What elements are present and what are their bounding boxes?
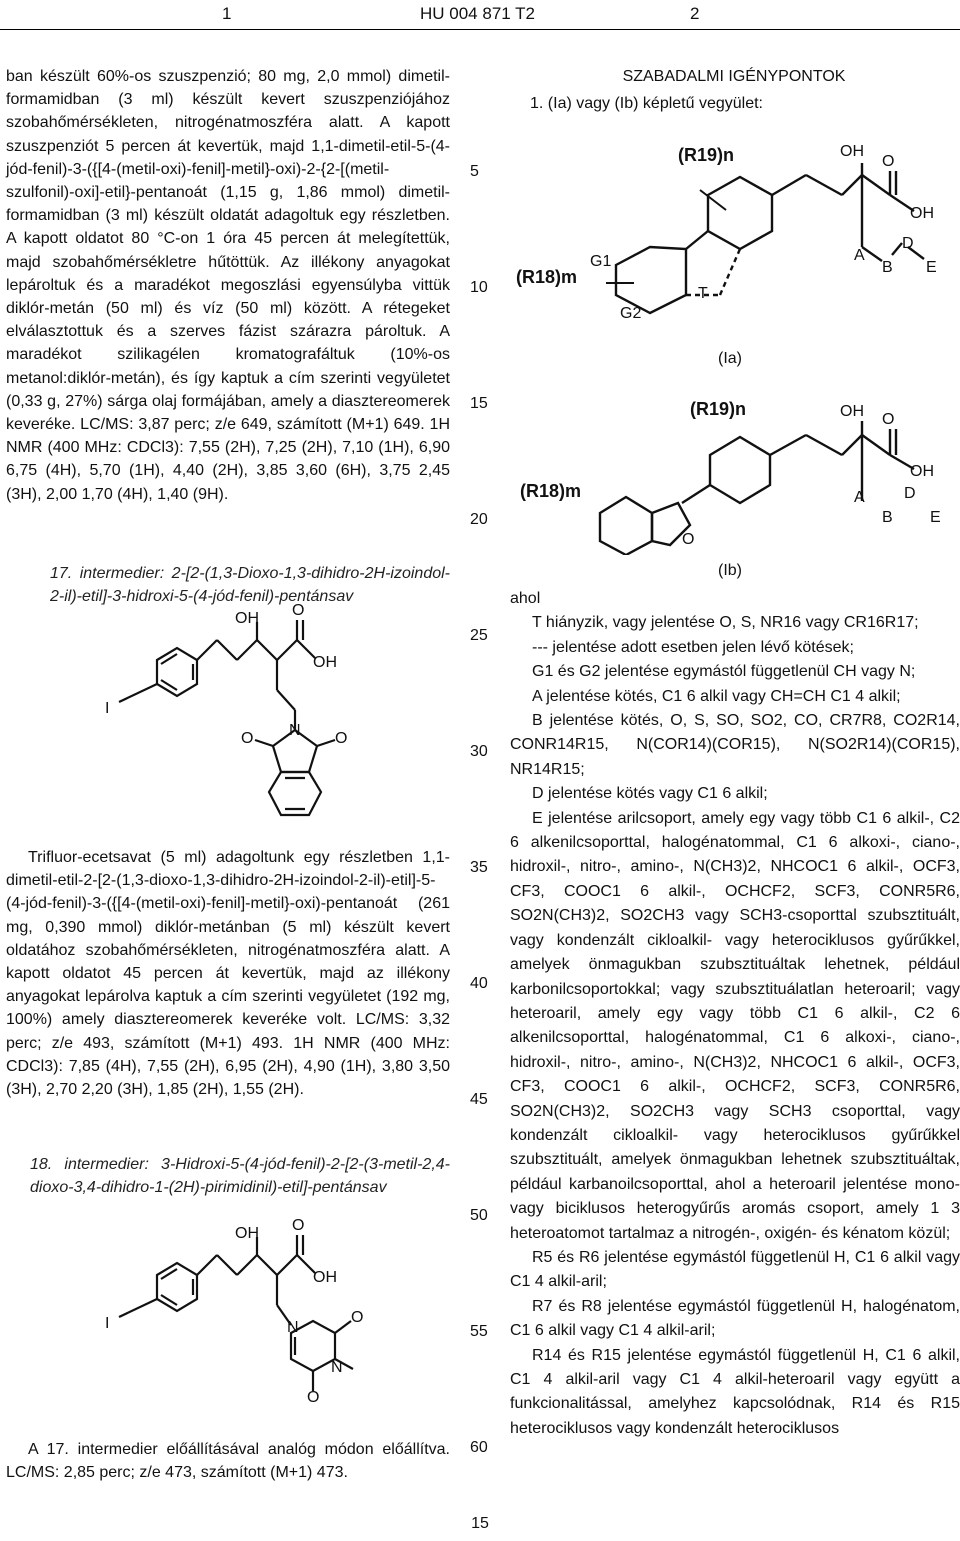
o-label: O bbox=[335, 730, 348, 747]
oh-label: OH bbox=[235, 1225, 259, 1242]
b-label: B bbox=[882, 509, 893, 526]
heading-intermediate-17: 17. intermedier: 2-[2-(1,3-Dioxo-1,3-dihidro-2H-izoindol-2-il)-etil]-3-hidroxi-5-(4-jód-fenil)-pentánsav bbox=[50, 565, 450, 606]
definition-g: G1 és G2 jelentése egymástól függetlenül CH vagy N; bbox=[532, 663, 916, 681]
left-column bbox=[6, 65, 450, 506]
definition-a: A jelentése kötés, C1 6 alkil vagy CH=CH C1 4 alkil; bbox=[532, 687, 901, 705]
line-number: 5 bbox=[470, 163, 479, 180]
claim-1-intro: 1. (Ia) vagy (Ib) képletű vegyület: bbox=[530, 95, 763, 113]
definition-r5-r6: R5 és R6 jelentése egymástól függetlenül H, C1 6 alkil vagy C1 4 alkil-aril; bbox=[510, 1248, 960, 1291]
right-column-top bbox=[508, 65, 960, 115]
paragraph-2: Trifluor-ecetsavat (5 ml) adagoltunk egy részletben 1,1-dimetil-etil-2-[2-(1,3-dioxo-1,3-dihidro-2H-izoindol-2-il)-etil]-5-(4-jód-fenil)-3-({[4-(metil-oxi)-fenil]-metil}-oxi)-pentanoát (261 mg, 0,390 mmol) diklór-metánban (5 ml) készült kevert oldatához szobahőmérsékleten, nitrogénatmoszféra alatt. A kapott oldatot 45 percen át kevertük, majd az illékony anyagokat lepárolva kaptuk a cím szerinti vegyületet (192 mg, 100%) amely diasztereomerek keveréke volt. LC/MS: 3,32 perc; z/e 493, számított (M+1) 493. 1H NMR (400 MHz: CDCl3): 7,85 (4H), 7,55 (2H), 6,95 (2H), 4,90 (1H), 3,80 3,50 (3H), 2,70 2,20 (3H), 1,85 (2H), 1,55 (2H). bbox=[6, 849, 450, 1099]
r18m-label: (R18)m bbox=[516, 267, 578, 287]
oh-label: OH bbox=[313, 1269, 337, 1286]
line-number: 30 bbox=[470, 743, 488, 760]
line-number: 40 bbox=[470, 975, 488, 992]
definition-dashed-bonds: --- jelentése adott esetben jelen lévő kötések; bbox=[532, 638, 854, 656]
heading-17-block bbox=[50, 562, 450, 608]
line-number: 45 bbox=[470, 1091, 488, 1108]
d-label: D bbox=[904, 485, 916, 502]
line-number: 35 bbox=[470, 859, 488, 876]
definition-b: B jelentése kötés, O, S, SO, SO2, CO, CR7R8, CO2R14, CONR14R15, N(COR14)(COR15), N(SO2R14)(COR15), NR14R15; bbox=[510, 712, 960, 778]
a-label: A bbox=[854, 489, 865, 506]
o-label: O bbox=[292, 1217, 305, 1234]
definition-e: E jelentése arilcsoport, amely egy vagy több C1 6 alkil-, C2 6 alkenilcsoporttal, halogénatommal, C1 6 alkoxi-, ciano-, hidroxil-, nitro-, amino-, N(CH3)2, NHCOC1 6 alkil-, OCF3, CF3, COOC1 6 alkil-, OCHCF2, SCF3, CONR5R6, SO2N(CH3)2, SO2CH3 vagy SCH3-csoporttal szubsztituált, vagy kondenzált cikloalkil- vagy heterociklusos gyűrűkkel, amelyek önmagukban szubsztituáltak lehetnek, például karbonilcsoportokkal; vagy szubsztituálatlan heteroaril; vagy heteroaril, amely egy vagy több C1 6 alkil-, C2 6 alkenilcsoporttal, halogénatommal, C1 6 alkoxi-, ciano-, hidroxil-, nitro-, amino-, N(CH3)2, NHCOC1 6 alkil-, OCF3, CF3, COOC1 6 alkil-, OCHCF2, SCF3, CONR5R6, SO2N(CH3)2, SO2CH3 vagy SCH3 csoporttal, vagy kondenzált cikloalkil- vagy heterociklusos gyűrűkkel szubsztituált, amelyek önmagukban lehetnek szubsztituáltak, például karbanoilcsoporttal, ahol a heteroaril jelentése mono- vagy biciklusos heterogyűrűs aromás csoport, amely 1 3 heteroatomot tartalmaz a nitrogén-, oxigén- és kénatom közül; bbox=[510, 809, 960, 1242]
heading-18-block bbox=[30, 1153, 450, 1199]
b-label: B bbox=[882, 259, 893, 276]
g2-label: G2 bbox=[620, 305, 642, 322]
right-column-definitions bbox=[510, 587, 960, 1441]
definition-r7-r8: R7 és R8 jelentése egymástól függetlenül H, halogénatom, C1 6 alkil vagy C1 4 alkil-aril; bbox=[510, 1297, 960, 1340]
r19n-label: (R19)n bbox=[690, 399, 747, 419]
label-ib: (Ib) bbox=[718, 562, 742, 579]
oh-label: OH bbox=[235, 610, 259, 627]
r18m-label: (R18)m bbox=[520, 481, 582, 501]
formula-ia bbox=[510, 135, 960, 335]
o-label: O bbox=[882, 411, 895, 428]
line-number: 50 bbox=[470, 1207, 488, 1224]
n-label: N bbox=[289, 722, 301, 739]
header-rule bbox=[0, 29, 960, 30]
line-number: 55 bbox=[470, 1323, 488, 1340]
a-label: A bbox=[854, 247, 865, 264]
o-label: O bbox=[292, 602, 305, 619]
o-label: O bbox=[241, 730, 254, 747]
claims-title: SZABADALMI IGÉNYPONTOK bbox=[622, 68, 846, 85]
page-footer-number: 15 bbox=[471, 1515, 489, 1532]
right-page-number: 2 bbox=[690, 4, 700, 23]
d-label: D bbox=[902, 235, 914, 252]
formula-ib bbox=[510, 385, 960, 555]
line-number: 15 bbox=[470, 395, 488, 412]
line-number: 60 bbox=[470, 1439, 488, 1456]
n-label: N bbox=[287, 1319, 299, 1336]
o-label: O bbox=[882, 153, 895, 170]
oh-label: OH bbox=[313, 654, 337, 671]
n-label: N bbox=[331, 1359, 343, 1376]
ahol-text: ahol bbox=[510, 590, 541, 607]
g1-label: G1 bbox=[590, 253, 612, 270]
definition-t: T hiányzik, vagy jelentése O, S, NR16 vagy CR16R17; bbox=[532, 614, 919, 632]
line-number: 25 bbox=[470, 627, 488, 644]
iodine-label: I bbox=[105, 700, 110, 717]
oh-label: OH bbox=[840, 403, 864, 420]
page-header bbox=[0, 0, 960, 30]
structure-intermediate-18 bbox=[95, 1217, 375, 1425]
definition-d: D jelentése kötés vagy C1 6 alkil; bbox=[532, 785, 768, 803]
left-column-3 bbox=[6, 1438, 450, 1484]
oh-label: OH bbox=[910, 463, 934, 480]
line-number: 20 bbox=[470, 511, 488, 528]
e-label: E bbox=[926, 259, 937, 276]
heading-intermediate-18: 18. intermedier: 3-Hidroxi-5-(4-jód-fenil)-2-[2-(3-metil-2,4-dioxo-3,4-dihidro-1-(2H)-pirimidinil)-etil]-pentánsav bbox=[30, 1156, 450, 1197]
o-label: O bbox=[307, 1389, 320, 1406]
paragraph-1: ban készült 60%-os szuszpenzió; 80 mg, 2,0 mmol) dimetil-formamidban (3 ml) készült kevert szuszpenziójához szobahőmérsékleten, nitrogénatmoszféra alatt. A kapott szuszpenziót 5 percen át kevertük, majd 1,1-dimetil-etil-5-(4-jód-fenil)-3-({[4-(metil-oxi)-fenil]-metil}-oxi)-2-{2-[(metil-szulfonil)-oxi]-etil}-pentanoát (1,15 g, 1,86 mmol) dimetil-formamidban (3 ml) készült oldatát adagoltuk egy részletben. A kapott oldatot 80 °C-on 1 óra 45 percen át melegítettük, majd szobahőmérsékletre hűtöttük. Az illékony anyagokat lepároltuk és a maradékot megoszlási egyensúlyba vittük diklór-metán (50 ml) és víz (50 ml) között. A rétegeket elválasztottuk és a szerves fázist szárazra pároltuk. A maradékot szilikagélen kromatografáltuk (10%-os metanol:diklór-metán), és így kaptuk a cím szerinti vegyületet (0,33 g, 27%) sárga olaj formájában, amely a diasztereomerek keveréke. LC/MS: 3,87 perc; z/e 649, számított (M+1) 649. 1H NMR (400 MHz: CDCl3): 7,55 (2H), 7,25 (2H), 7,10 (1H), 6,90 6,75 (4H), 5,70 (1H), 4,40 (2H), 3,85 3,60 (6H), 3,75 2,45 (3H), 2,00 1,70 (4H), 1,40 (9H). bbox=[6, 68, 450, 503]
left-column-2 bbox=[6, 846, 450, 1101]
definition-r14-r15: R14 és R15 jelentése egymástól függetlenül H, C1 6 alkil, C1 4 alkil-aril vagy C1 4 alkil-heteroaril vagy együtt a funkcionalitással, amelyhez kapcsolódnak, R14 és R15 heterociklusos vagy kondenzált heterociklusos bbox=[510, 1346, 960, 1437]
document-id: HU 004 871 T2 bbox=[420, 4, 535, 23]
o-label: O bbox=[351, 1309, 364, 1326]
iodine-label: I bbox=[105, 1315, 110, 1332]
structure-intermediate-17 bbox=[95, 602, 375, 835]
label-ia: (Ia) bbox=[718, 350, 742, 367]
line-number: 10 bbox=[470, 279, 488, 296]
paragraph-3: A 17. intermedier előállításával analóg módon előállítva. LC/MS: 2,85 perc; z/e 473, számított (M+1) 473. bbox=[6, 1441, 450, 1482]
oh-label: OH bbox=[840, 143, 864, 160]
o-label: O bbox=[682, 531, 695, 548]
t-label: T bbox=[698, 285, 708, 302]
oh-label: OH bbox=[910, 205, 934, 222]
left-page-number: 1 bbox=[222, 4, 232, 23]
e-label: E bbox=[930, 509, 941, 526]
r19n-label: (R19)n bbox=[678, 145, 735, 165]
